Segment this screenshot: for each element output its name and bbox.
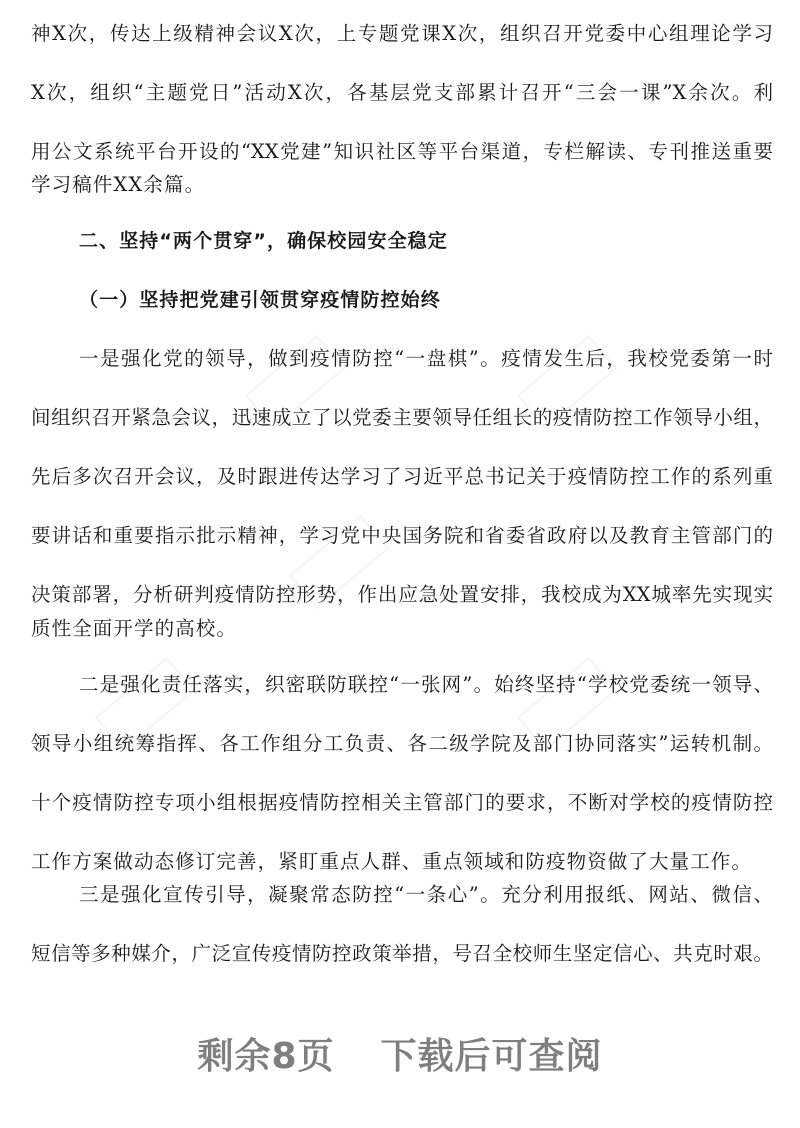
body-text-line: X次，组织“主题党日”活动X次，各基层党支部累计召开“三会一课”X余次。利 — [31, 81, 773, 104]
subsection-heading: （一）坚持把党建引领贯穿疫情防控始终 — [79, 289, 441, 311]
body-text-line: 工作方案做动态修订完善，紧盯重点人群、重点领域和防疫物资做了大量工作。 — [31, 850, 753, 873]
section-heading: 二、坚持“两个贯穿”，确保校园安全稳定 — [79, 230, 448, 252]
download-hint-label: 下载后可查阅 — [380, 1036, 603, 1077]
body-text-line: 领导小组统筹指挥、各工作组分工负责、各二级学院及部门协同落实”运转机制。 — [31, 732, 773, 755]
body-text-line: 二是强化责任落实，织密联防联控“一张网”。始终坚持“学校党委统一领导、 — [79, 673, 773, 696]
body-text-line: 三是强化宣传引导，凝聚常态防控“一条心”。充分利用报纸、网站、微信、 — [79, 883, 773, 906]
body-text-line: 短信等多种媒介，广泛宣传疫情防控政策举措，号召全校师生坚定信心、共克时艰。 — [31, 942, 773, 965]
remaining-pages-label: 剩余8页 — [197, 1036, 335, 1077]
body-text-line: 用公文系统平台开设的“XX党建”知识社区等平台渠道，专栏解读、专刊推送重要 — [31, 140, 773, 163]
body-text-line: 间组织召开紧急会议，迅速成立了以党委主要领导任组长的疫情防控工作领导小组， — [31, 406, 773, 429]
download-prompt[interactable] — [0, 1028, 800, 1079]
body-text-line: 先后多次召开会议，及时跟进传达学习了习近平总书记关于疫情防控工作的系列重 — [31, 465, 773, 488]
body-text-line: 要讲话和重要指示批示精神，学习党中央国务院和省委省政府以及教育主管部门的 — [31, 524, 773, 547]
body-text-line: 决策部署，分析研判疫情防控形势，作出应急处置安排，我校成为XX城率先实现实 — [31, 583, 773, 606]
body-text-line: 一是强化党的领导，做到疫情防控“一盘棋”。疫情发生后，我校党委第一时 — [79, 347, 773, 370]
body-text-line: 学习稿件XX余篇。 — [31, 173, 206, 196]
body-text-line: 质性全面开学的高校。 — [31, 617, 238, 640]
body-text-line: 神X次，传达上级精神会议X次，上专题党课X次，组织召开党委中心组理论学习 — [31, 22, 773, 45]
body-text-line: 十个疫情防控专项小组根据疫情防控相关主管部门的要求，不断对学校的疫情防控 — [31, 791, 773, 814]
